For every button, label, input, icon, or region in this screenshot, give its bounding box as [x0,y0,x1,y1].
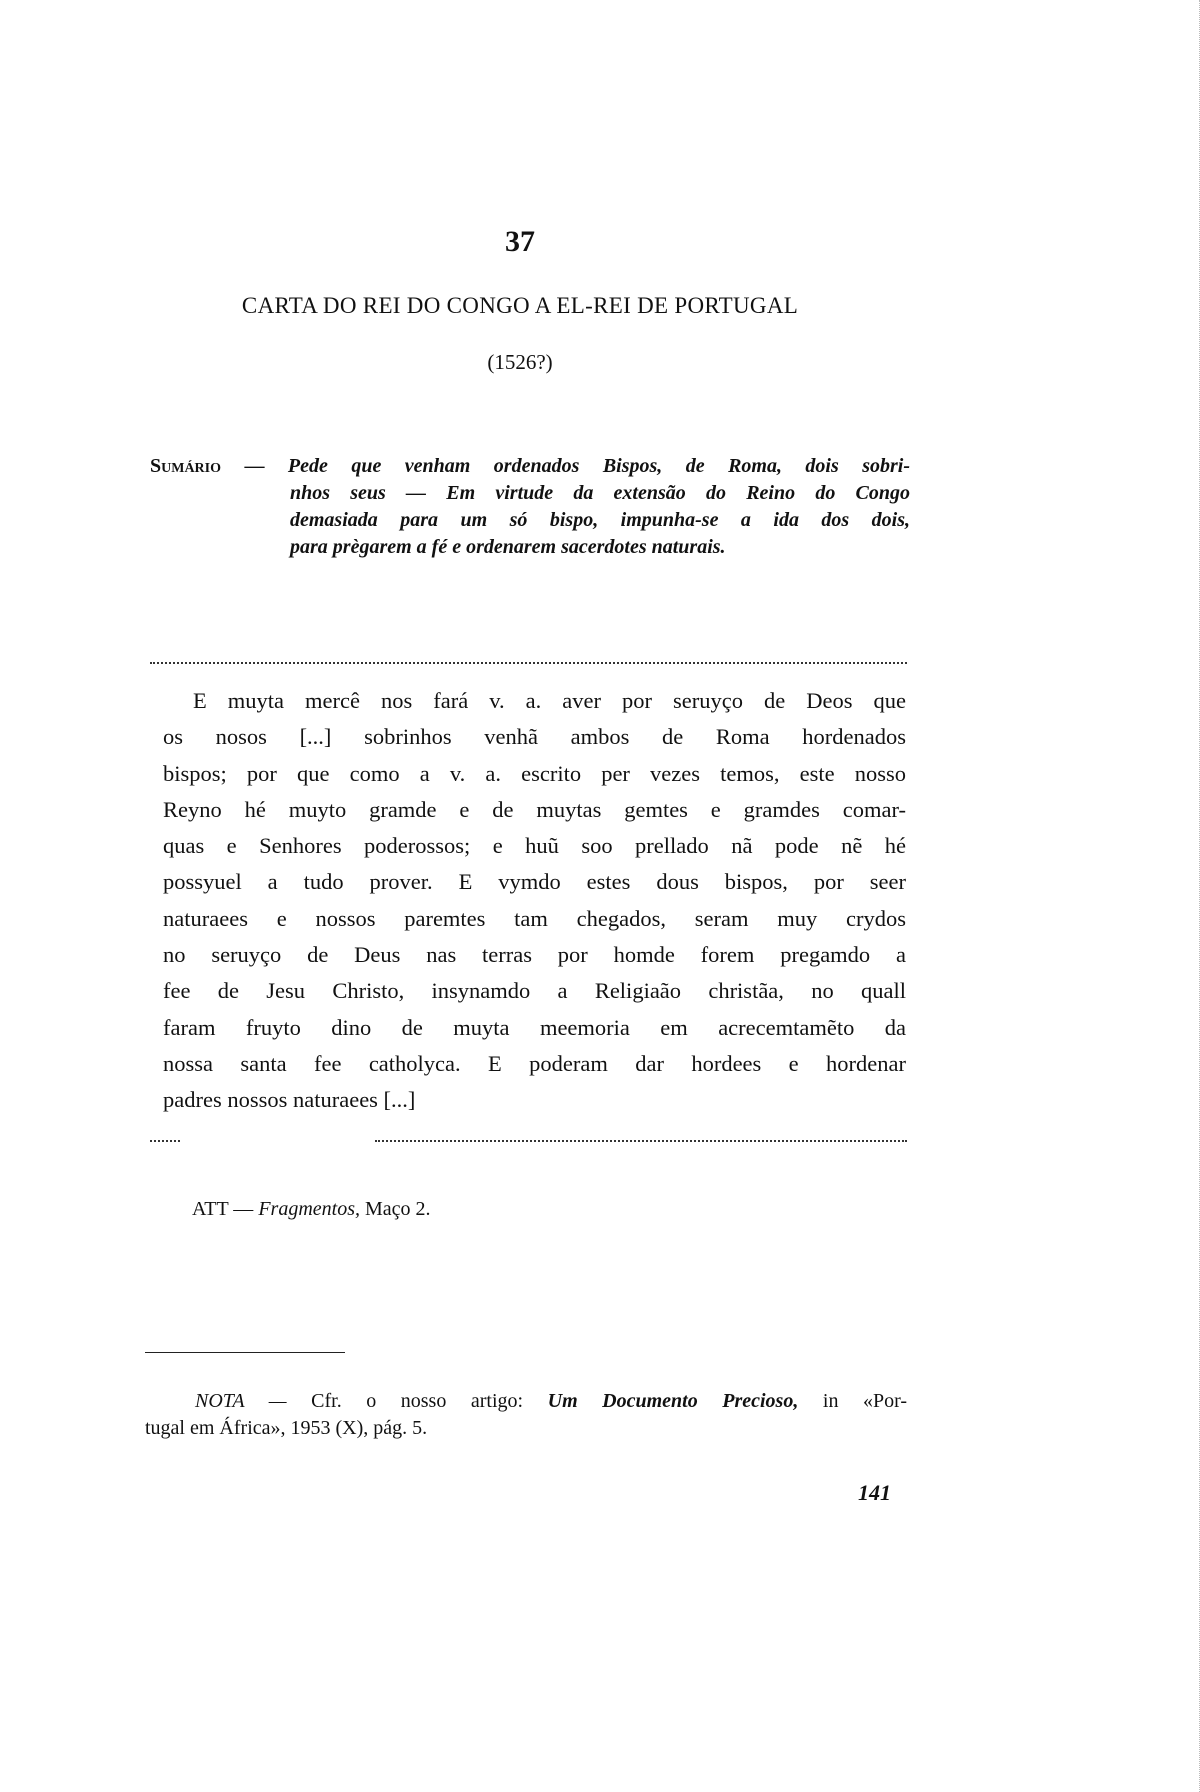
body-line: faram fruyto dino de muyta meemoria em acrecemtamẽto da [163,1014,906,1040]
source-collection: Fragmentos, [258,1198,360,1220]
body-line: padres nossos naturaees [...] [163,1087,416,1113]
body-line: naturaees e nossos paremtes tam chegados, seram muy crydos [163,905,906,931]
chapter-number: 37 [505,225,535,258]
body-line: possyuel a tudo prover. E vymdo estes dous bispos, por seer [163,869,906,895]
page-number: 141 [858,1480,891,1505]
source-archive: ATT — [192,1198,254,1220]
summary-line: para prègarem a fé e ordenarem sacerdotes naturais. [290,536,726,558]
source-bundle: Maço 2. [364,1198,431,1220]
footnote-label: NOTA — [195,1390,287,1412]
ellipsis-divider-bottom-left [150,1140,180,1142]
body-line: bispos; por que como a v. a. escrito per vezes temos, este nosso [163,760,906,786]
footnote-article-title: Um Documento Precioso, [547,1390,799,1412]
summary-line: demasiada para um só bispo, impunha-se a ida dos dois, [290,509,910,531]
summary-line: Sumário — Pede que venham ordenados Bispos, de Roma, dois sobri- [150,455,910,477]
body-line: nossa santa fee catholyca. E poderam dar hordees e hordenar [163,1050,906,1076]
summary-line: nhos seus — Em virtude da extensão do Reino do Congo [290,482,910,504]
body-line: quas e Senhores poderossos; e huũ soo prellado nã pode nẽ hé [163,833,906,859]
letter-body [163,683,906,1119]
document-date: (1526?) [487,350,553,374]
body-line: os nosos [...] sobrinhos venhã ambos de Roma hordenados [163,724,906,750]
document-title: CARTA DO REI DO CONGO A EL-REI DE PORTUGAL [241,293,799,318]
ellipsis-divider-top [150,662,907,664]
footnote-line: NOTA — Cfr. o nosso artigo: Um Documento Precioso, in «Por- [195,1390,908,1412]
summary-label: Sumário — [150,455,265,477]
source-reference [192,1198,431,1221]
body-line: fee de Jesu Christo, insynamdo a Religiaão christãa, no quall [163,978,906,1004]
body-line: Reyno hé muyto gramde e de muytas gemtes e gramdes comar- [163,796,906,822]
body-line: no seruyço de Deus nas terras por homde forem pregamdo a [163,942,906,968]
ellipsis-divider-bottom [375,1140,907,1142]
footnote-line: tugal em África», 1953 (X), pág. 5. [145,1417,428,1439]
footnote [145,1388,907,1442]
footnote-rule [145,1352,345,1353]
body-line: E muyta mercê nos fará v. a. aver por seruyço de Deos que [193,688,906,713]
summary-block [150,453,910,561]
